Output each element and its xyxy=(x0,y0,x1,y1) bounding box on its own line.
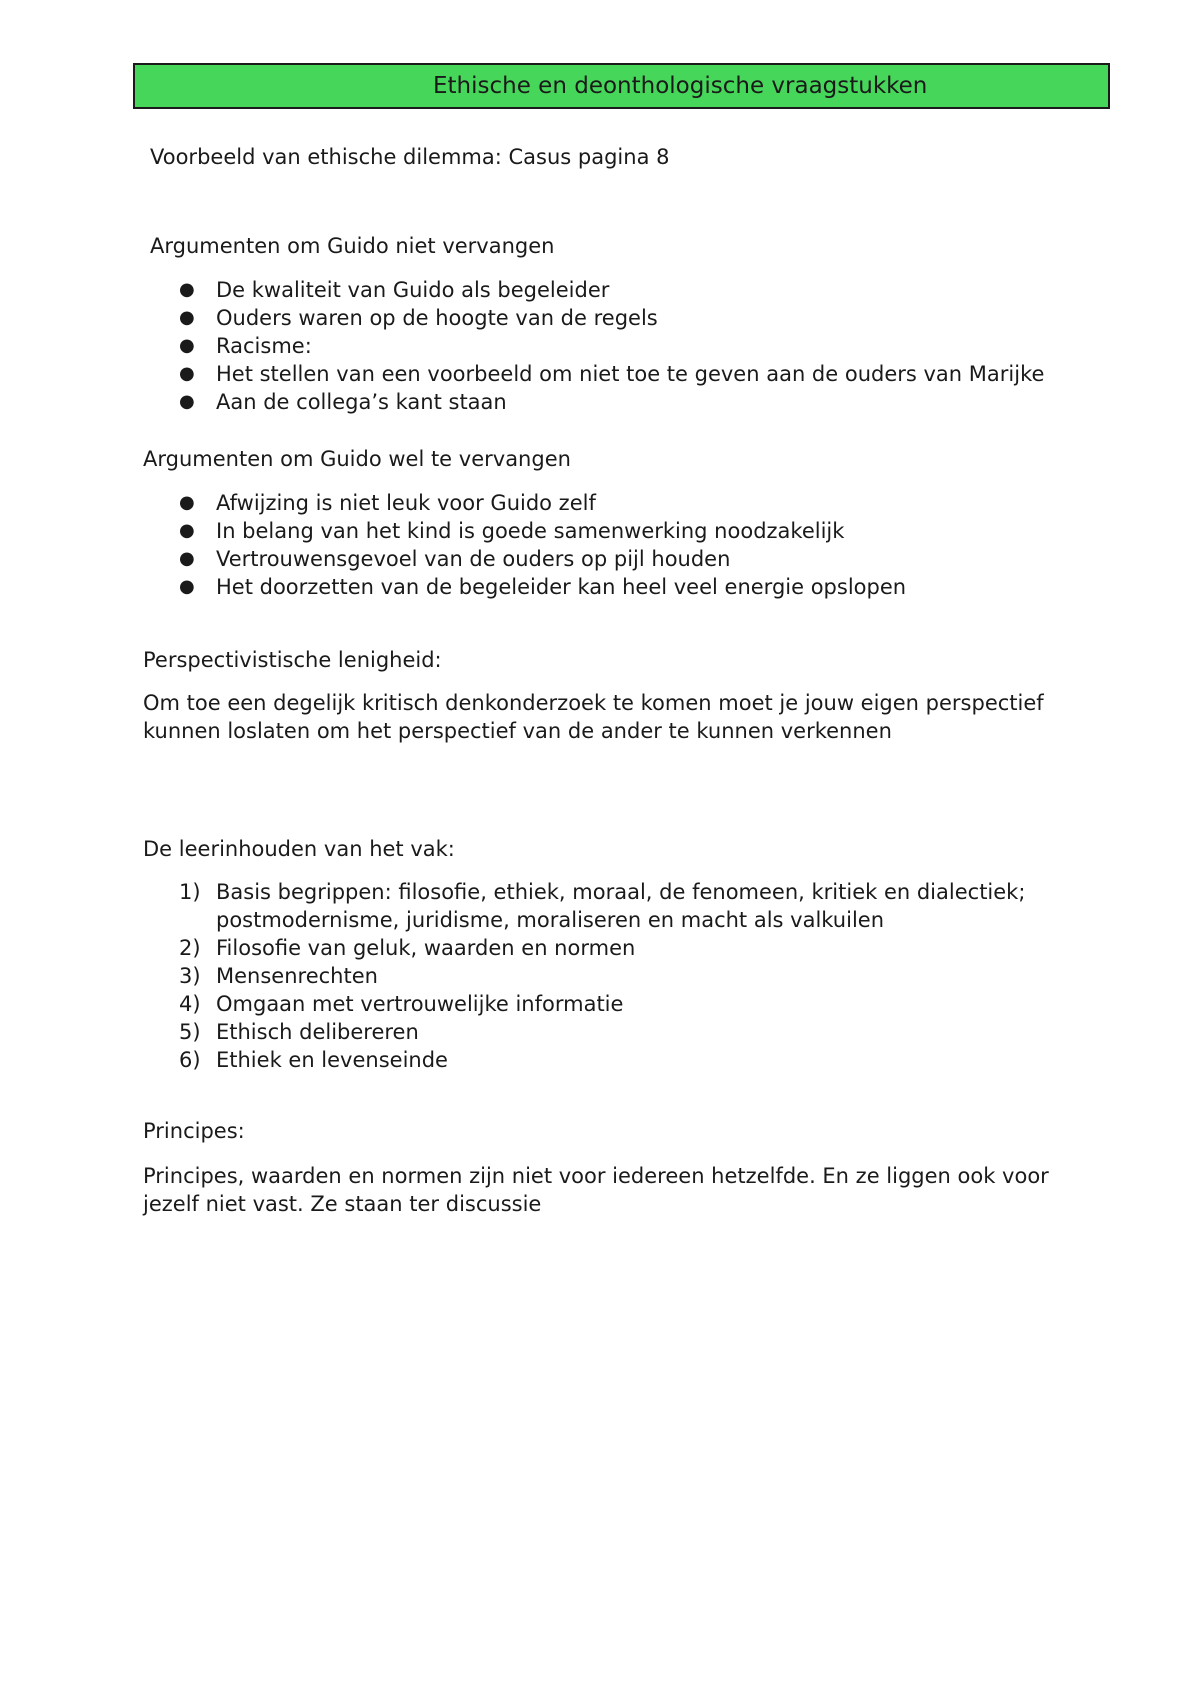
perspective-text: Om toe een degelijk kritisch denkonderzoek te komen moet je jouw eigen perspectief kunnen loslaten om het perspectief van de ander te kunnen verkennen xyxy=(143,691,1044,743)
list-item: 4) Omgaan met vertrouwelijke informatie xyxy=(179,992,624,1016)
heading-principles: Principes: xyxy=(143,1119,245,1143)
list-item: 1) Basis begrippen: filosofie, ethiek, moraal, de fenomeen, kritiek en dialectiek; postmodernisme, juridisme, moraliseren en macht als valkuilen xyxy=(179,880,1026,932)
bullet-icon: ● xyxy=(179,363,195,384)
list-not-replace xyxy=(0,276,1096,416)
bullet-icon: ● xyxy=(179,335,195,356)
list-item: ● Het doorzetten van de begeleider kan heel veel energie opslopen xyxy=(179,575,907,599)
list-item: ● De kwaliteit van Guido als begeleider xyxy=(179,278,610,302)
list-item: 3) Mensenrechten xyxy=(179,964,378,988)
heading-learning: De leerinhouden van het vak: xyxy=(143,837,455,861)
list-item: ● Afwijzing is niet leuk voor Guido zelf xyxy=(179,491,596,515)
bullet-icon: ● xyxy=(179,520,195,541)
list-item: ● Vertrouwensgevoel van de ouders op pijl houden xyxy=(179,547,731,571)
list-item: 5) Ethisch delibereren xyxy=(179,1020,419,1044)
principles-text: Principes, waarden en normen zijn niet voor iedereen hetzelfde. En ze liggen ook voor jezelf niet vast. Ze staan ter discussie xyxy=(143,1164,1049,1216)
list-item: 6) Ethiek en levenseinde xyxy=(179,1048,448,1072)
heading-perspective: Perspectivistische lenigheid: xyxy=(143,648,442,672)
list-item: ● Het stellen van een voorbeeld om niet toe te geven aan de ouders van Marijke xyxy=(179,362,1045,386)
list-item: ● Aan de collega’s kant staan xyxy=(179,390,507,414)
intro-text: Voorbeeld van ethische dilemma: Casus pagina 8 xyxy=(150,145,670,169)
bullet-icon: ● xyxy=(179,548,195,569)
bullet-icon: ● xyxy=(179,391,195,412)
page-title: Ethische en deonthologische vraagstukken xyxy=(433,73,928,99)
heading-replace: Argumenten om Guido wel te vervangen xyxy=(143,447,571,471)
heading-not-replace: Argumenten om Guido niet vervangen xyxy=(150,234,555,258)
list-item: ● Racisme: xyxy=(179,334,312,358)
list-replace xyxy=(0,489,1096,601)
bullet-icon: ● xyxy=(179,576,195,597)
list-item: ● In belang van het kind is goede samenwerking noodzakelijk xyxy=(179,519,845,543)
list-item: 2) Filosofie van geluk, waarden en normen xyxy=(179,936,636,960)
bullet-icon: ● xyxy=(179,279,195,300)
list-item: ● Ouders waren op de hoogte van de regels xyxy=(179,306,658,330)
list-learning xyxy=(0,878,1096,1074)
bullet-icon: ● xyxy=(179,307,195,328)
title-banner xyxy=(133,63,1110,109)
bullet-icon: ● xyxy=(179,492,195,513)
